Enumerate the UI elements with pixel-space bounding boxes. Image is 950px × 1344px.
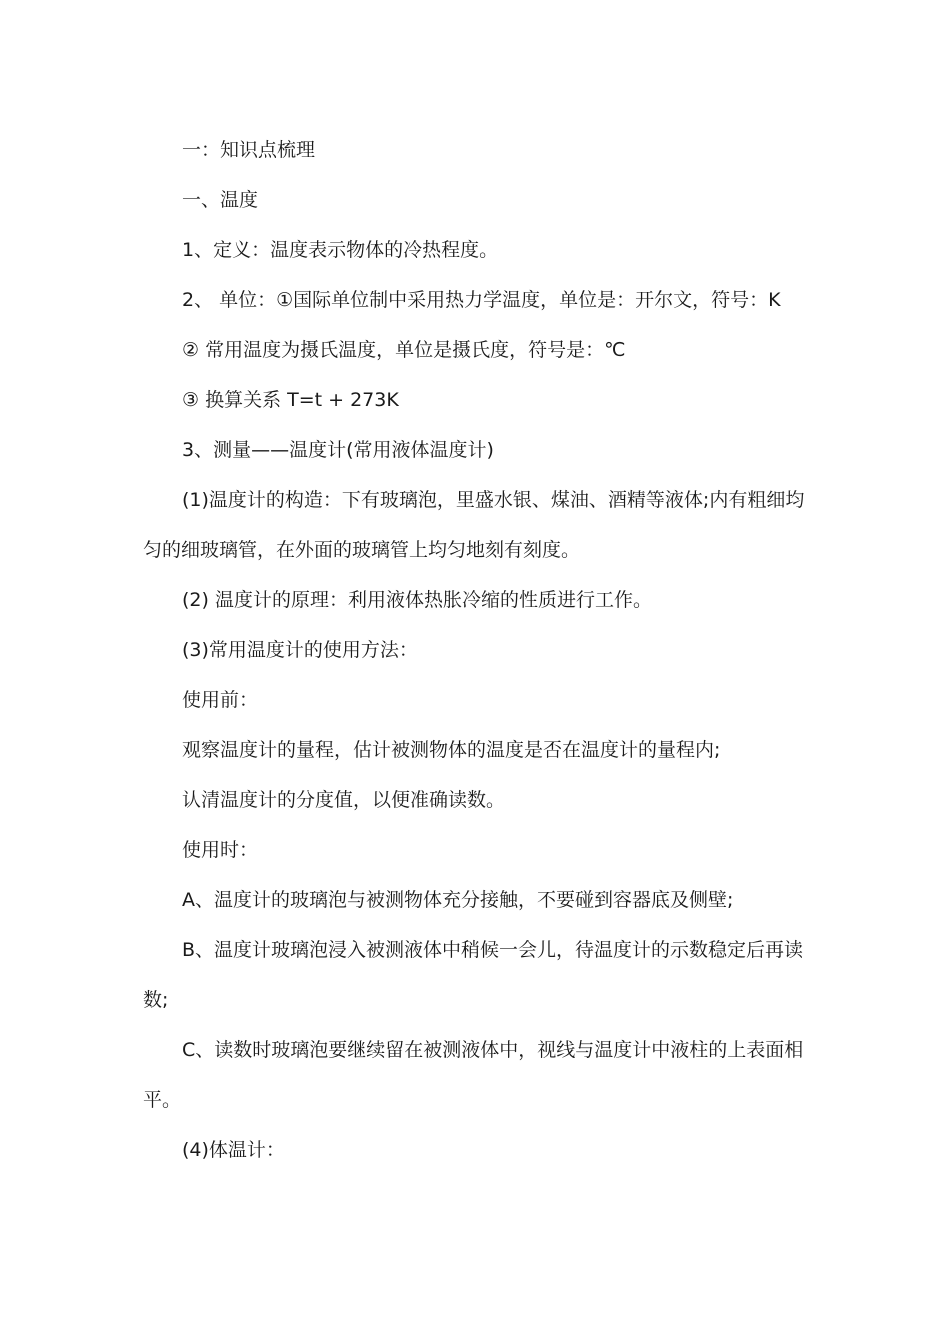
before-use-item-division: 认清温度计的分度值，以便准确读数。: [182, 789, 506, 811]
during-use-item-b: B、温度计玻璃泡浸入被测液体中稍候一会儿，待温度计的示数稳定后再读数;: [143, 939, 804, 1011]
definition-paragraph: 1、定义：温度表示物体的冷热程度。: [182, 239, 499, 261]
principle-paragraph: (2) 温度计的原理：利用液体热胀冷缩的性质进行工作。: [182, 589, 652, 611]
measurement-heading: 3、测量——温度计(常用液体温度计): [182, 439, 494, 461]
during-use-item-c: C、读数时玻璃泡要继续留在被测液体中，视线与温度计中液柱的上表面相平。: [143, 1039, 804, 1111]
clinical-thermometer-heading: (4)体温计：: [182, 1139, 285, 1161]
celsius-paragraph: ② 常用温度为摄氏温度，单位是摄氏度，符号是：℃: [182, 339, 626, 361]
during-use-item-a: A、温度计的玻璃泡与被测物体充分接触，不要碰到容器底及侧壁;: [182, 889, 734, 911]
structure-paragraph: (1)温度计的构造：下有玻璃泡，里盛水银、煤油、酒精等液体;内有粗细均匀的细玻璃管，在外面的玻璃管上均匀地刻有刻度。: [143, 489, 805, 561]
document-body: [143, 125, 809, 1175]
before-use-item-range: 观察温度计的量程，估计被测物体的温度是否在温度计的量程内;: [182, 739, 721, 761]
usage-heading: (3)常用温度计的使用方法：: [182, 639, 418, 661]
topic-heading-temperature: 一、温度: [182, 189, 259, 211]
before-use-label: 使用前：: [182, 689, 259, 711]
during-use-label: 使用时：: [182, 839, 259, 861]
conversion-paragraph: ③ 换算关系 T=t + 273K: [182, 389, 399, 411]
unit-paragraph: 2、 单位：①国际单位制中采用热力学温度，单位是：开尔文，符号：K: [182, 289, 781, 311]
section-heading: 一：知识点梳理: [182, 139, 316, 161]
